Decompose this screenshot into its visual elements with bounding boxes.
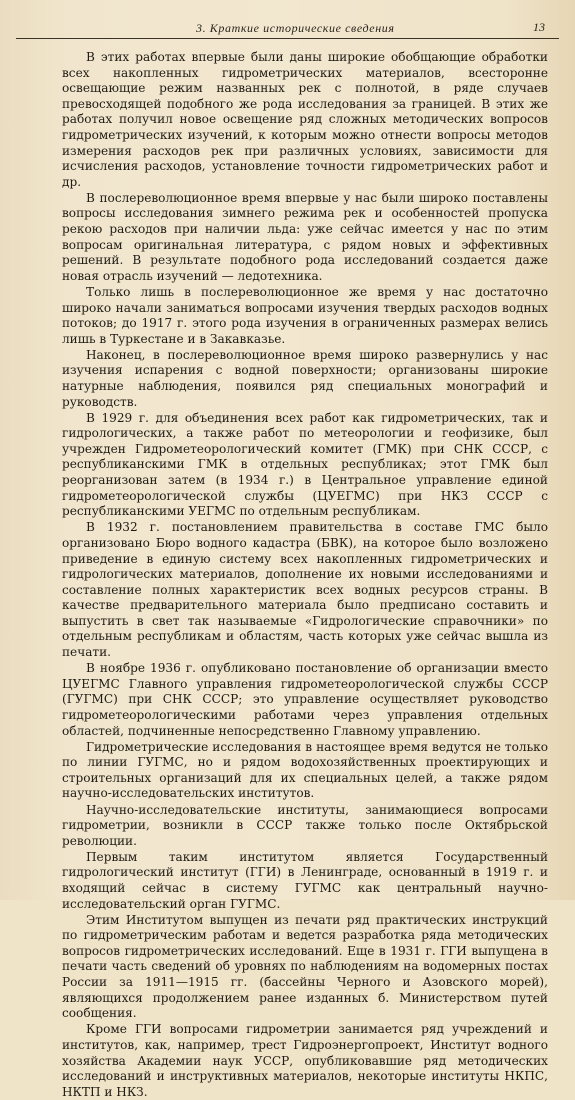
paragraph: Кроме ГГИ вопросами гидрометрии занимается ряд учреждений и институтов, как, например, трест Гидроэнергопроект, Институт водного хозяйства Академии наук УССР, опубликовавшие ряд методических исследований и инструктивных материалов, некоторые институты НКПС, НКТП и НКЗ.	[62, 1022, 548, 1099]
paragraph: Первым таким институтом является Государственный гидрологический институт (ГГИ) в Ленинграде, основанный в 1919 г. и входящий сейчас в систему ГУГМС как центральный научно-исследовательский орган ГУГМС.	[62, 849, 548, 911]
paragraph: Научно-исследовательские институты, занимающиеся вопросами гидрометрии, возникли в СССР также только после Октябрьской революции.	[62, 802, 548, 848]
section-title: 3. Краткие исторические сведения	[196, 21, 395, 35]
running-header	[16, 20, 559, 39]
paragraph: В 1932 г. постановлением правительства в составе ГМС было организовано Бюро водного кадастра (БВК), на которое было возложено приведение в единую систему всех накопленных гидрометрических и гидрологических материалов, дополнение их новыми исследованиями и составление полных характеристик всех водных ресурсов страны. В качестве предварительного материала было предписано составить и выпустить в свет так называемые «Гидрологические справочники» по отдельным республикам и областям, часть которых уже сейчас вышла из печати.	[62, 520, 548, 660]
paragraph: Гидрометрические исследования в настоящее время ведутся не только по линии ГУГМС, но и рядом водохозяйственных проектирующих и строительных организаций для их специальных целей, а также рядом научно-исследовательских институтов.	[62, 739, 548, 801]
paragraph: Наконец, в послереволюционное время широко развернулись у нас изучения испарения с водной поверхности; организованы широкие натурные наблюдения, появился ряд специальных монографий и руководств.	[62, 347, 548, 409]
paragraph: Только лишь в послереволюционное же время у нас достаточно широко начали заниматься вопросами изучения твердых расходов водных потоков; до 1917 г. этого рода изучения в ограниченных размерах велись лишь в Туркестане и в Закавказье.	[62, 284, 548, 346]
paragraph: В ноябре 1936 г. опубликовано постановление об организации вместо ЦУЕГМС Главного управления гидрометеорологической службы СССР (ГУГМС) при СНК СССР; это управление осуществляет руководство гидрометеорологическими работами через управления отдельных областей, подчиненные непосредственно Главному управлению.	[62, 661, 548, 738]
paragraph: В этих работах впервые были даны широкие обобщающие обработки всех накопленных гидрометрических материалов, всесторонне освещающие режим названных рек с полнотой, в ряде случаев превосходящей подобного же рода исследования за границей. В этих же работах получил новое освещение ряд сложных методических вопросов гидрометрических изучений, к которым можно отнести вопросы методов измерения расходов рек при различных условиях, зависимости для исчисления расходов, установление точности гидрометрических работ и др.	[62, 50, 548, 189]
paragraph: В 1929 г. для объединения всех работ как гидрометрических, так и гидрологических, а также работ по метеорологии и геофизике, был учрежден Гидрометеорологический комитет (ГМК) при СНК СССР, с республиканскими ГМК в отдельных республиках; этот ГМК был реорганизован затем (в 1934 г.) в Центральное управление единой гидрометеорологической службы (ЦУЕГМС) при НКЗ СССР с республиканскими УЕГМС по отдельным республикам.	[62, 410, 548, 519]
body-text	[62, 50, 548, 1099]
paragraph: Этим Институтом выпущен из печати ряд практических инструкций по гидрометрическим работам и ведется разработка ряда методических вопросов гидрометрических исследований. Еще в 1931 г. ГГИ выпущена в печати часть сведений об уровнях по наблюдениям на водомерных постах России за 1911—1915 гг. (бассейны Черного и Азовского морей), являющихся продолжением ранее изданных б. Министерством путей сообщения.	[62, 912, 548, 1021]
paragraph: В послереволюционное время впервые у нас были широко поставлены вопросы исследования зимнего режима рек и особенностей пропуска рекою расходов при наличии льда: уже сейчас имеется у нас по этим вопросам оригинальная литература, с рядом новых и эффективных решений. В результате подобного рода исследований создается даже новая отрасль изучений — ледотехника.	[62, 190, 548, 283]
page-number: 13	[533, 20, 545, 34]
